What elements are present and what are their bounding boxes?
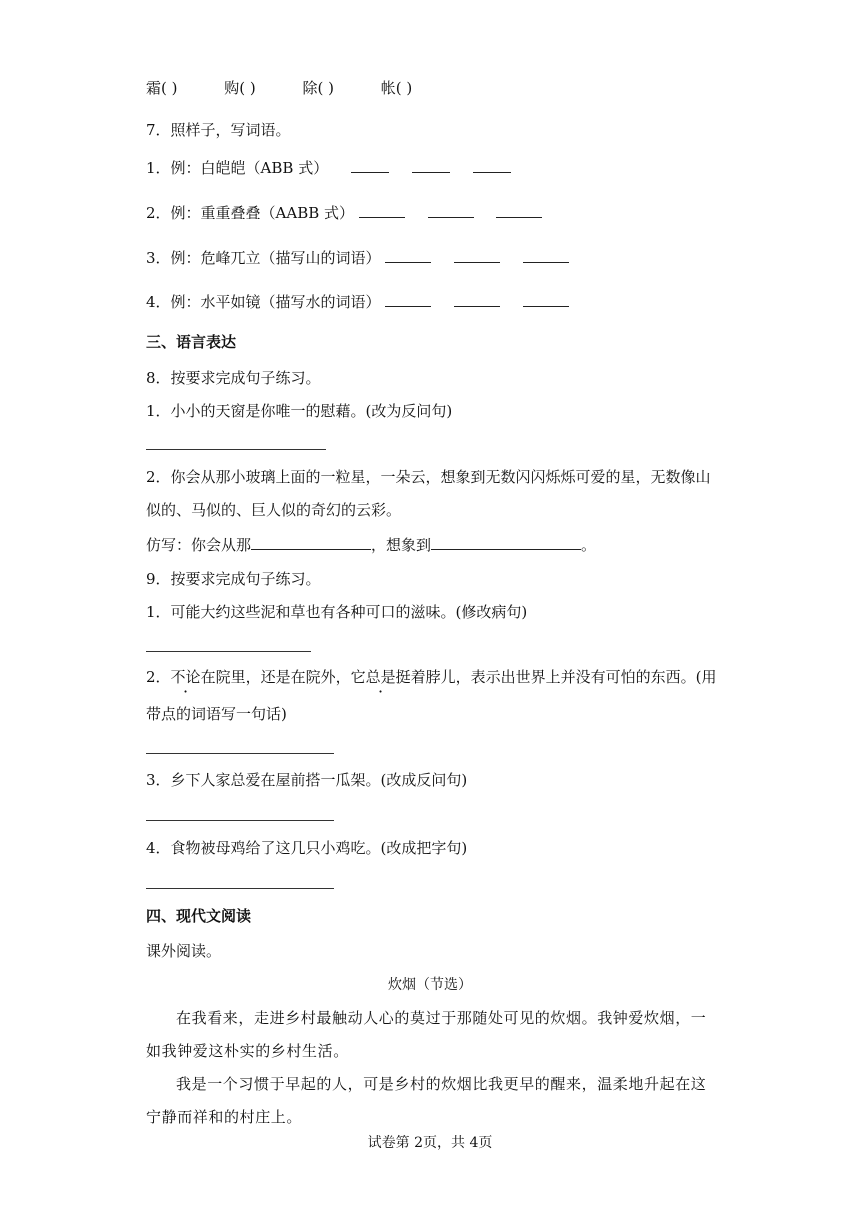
answer-line[interactable] bbox=[146, 753, 334, 754]
question-7-item-1 bbox=[146, 158, 511, 178]
question-8-item-1: 1．小小的天窗是你唯一的慰藉。(改为反问句) bbox=[146, 402, 453, 420]
section-3-heading: 三、语言表达 bbox=[146, 333, 237, 351]
answer-blank[interactable] bbox=[359, 203, 405, 218]
answer-blank[interactable] bbox=[251, 535, 371, 550]
answer-blank[interactable] bbox=[431, 535, 581, 550]
imitate-prefix: 仿写：你会从那 bbox=[146, 536, 252, 554]
answer-line[interactable] bbox=[146, 651, 311, 652]
question-7-item-3-text: 3．例：危峰兀立（描写山的词语） bbox=[146, 249, 381, 267]
answer-blank[interactable] bbox=[523, 248, 569, 263]
answer-blank[interactable] bbox=[385, 248, 431, 263]
reading-title: 炊烟（节选） bbox=[388, 977, 472, 993]
question-9-item-1: 1．可能大约这些泥和草也有各种可口的滋味。(修改病句) bbox=[146, 603, 528, 621]
answer-blank[interactable] bbox=[473, 158, 511, 173]
question-8-item-2-line-2: 似的、马似的、巨人似的奇幻的云彩。 bbox=[146, 501, 402, 519]
question-7-title: 7．照样子，写词语。 bbox=[146, 121, 291, 139]
reading-paragraph-2: 我是一个习惯于早起的人，可是乡村的炊烟比我更早的醒来，温柔地升起在这宁静而祥和的村庄上。 bbox=[146, 1075, 707, 1126]
imitate-end: 。 bbox=[581, 536, 597, 554]
question-7-item-4-text: 4．例：水平如镜（描写水的词语） bbox=[146, 293, 381, 311]
question-7-item-2-text: 2．例：重重叠叠（AABB 式） bbox=[146, 204, 355, 222]
answer-blank[interactable] bbox=[385, 292, 431, 307]
answer-blank[interactable] bbox=[454, 292, 500, 307]
question-7-item-4 bbox=[146, 292, 569, 312]
dotted-word: 不论 bbox=[170, 668, 201, 686]
dotted-word: 总是 bbox=[365, 668, 396, 686]
answer-line[interactable] bbox=[146, 449, 326, 450]
section-4-heading: 四、现代文阅读 bbox=[146, 907, 252, 925]
item-number: 2． bbox=[146, 668, 171, 686]
answer-blank[interactable] bbox=[454, 248, 500, 263]
answer-line[interactable] bbox=[146, 888, 334, 889]
question-7-item-2 bbox=[146, 203, 542, 223]
page-footer: 试卷第 2页，共 4页 bbox=[367, 1135, 493, 1151]
char-fill-item: 购( ) bbox=[224, 79, 256, 97]
answer-blank[interactable] bbox=[523, 292, 569, 307]
question-8-title: 8．按要求完成句子练习。 bbox=[146, 369, 321, 387]
question-7-item-3 bbox=[146, 248, 569, 268]
question-9-item-3: 3．乡下人家总爱在屋前搭一瓜架。(改成反问句) bbox=[146, 771, 468, 789]
char-fill-item: 除( ) bbox=[302, 79, 335, 97]
question-9-item-2-line-1 bbox=[146, 667, 716, 687]
answer-blank[interactable] bbox=[428, 203, 474, 218]
answer-blank[interactable] bbox=[496, 203, 542, 218]
question-7-item-1-text: 1．例：白皑皑（ABB 式） bbox=[146, 159, 329, 177]
answer-blank[interactable] bbox=[351, 158, 389, 173]
reading-intro: 课外阅读。 bbox=[146, 942, 222, 960]
char-fill-item: 帐( ) bbox=[380, 79, 413, 97]
question-9-item-2-line-2: 带点的词语写一句话) bbox=[146, 705, 287, 723]
sentence-part: 在院里，还是在院外，它 bbox=[200, 668, 366, 686]
char-fill-item: 霜( ) bbox=[146, 79, 178, 97]
question-9-title: 9．按要求完成句子练习。 bbox=[146, 570, 321, 588]
question-8-item-2-line-1: 2．你会从那小玻璃上面的一粒星，一朵云，想象到无数闪闪烁烁可爱的星，无数像山 bbox=[146, 468, 711, 486]
question-8-imitate bbox=[146, 535, 596, 555]
reading-paragraph-1: 在我看来，走进乡村最触动人心的莫过于那随处可见的炊烟。我钟爱炊烟，一如我钟爱这朴实的乡村生活。 bbox=[146, 1009, 707, 1060]
imitate-mid: ，想象到 bbox=[371, 536, 432, 554]
answer-line[interactable] bbox=[146, 820, 334, 821]
answer-blank[interactable] bbox=[412, 158, 450, 173]
question-9-item-4: 4．食物被母鸡给了这几只小鸡吃。(改成把字句) bbox=[146, 839, 468, 857]
sentence-part: 挺着脖儿，表示出世界上并没有可怕的东西。(用 bbox=[395, 668, 717, 686]
char-fill-row bbox=[146, 78, 454, 98]
